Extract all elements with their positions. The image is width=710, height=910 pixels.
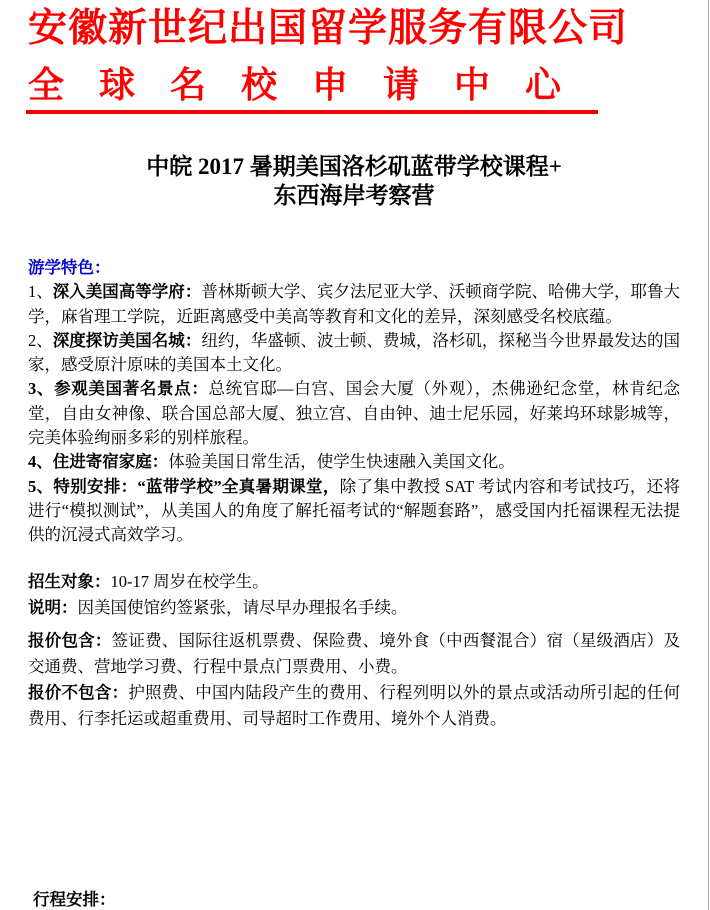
features-heading: 游学特色： <box>28 258 111 277</box>
feature-item-lead: 特别安排：“蓝带学校”全真暑期课堂， <box>53 476 340 496</box>
feature-item-4 <box>28 450 680 474</box>
enrollment-target-text: 10-17 周岁在校学生。 <box>110 571 269 591</box>
feature-item-number: 1、 <box>28 282 53 302</box>
document-body <box>28 256 680 732</box>
enrollment-target-line <box>28 569 680 595</box>
feature-item-lead: 深度探访美国名城： <box>52 330 202 350</box>
feature-item-text: 总统官邸—白宫、国会大厦（外观），杰佛逊纪念堂，林肯纪念堂，自由女神像、联合国总部大厦、独立宫、自由钟、迪士尼乐园，好莱坞环球影城等，完美体验绚丽多彩的别样旅程。 <box>28 379 681 448</box>
feature-item-lead: 参观美国著名景点： <box>54 379 209 399</box>
enrollment-target-label: 招生对象： <box>28 571 111 591</box>
feature-item-lead: 深入美国高等学府： <box>52 282 202 302</box>
feature-item-number: 5、 <box>28 476 54 496</box>
feature-item-number: 4、 <box>28 452 53 472</box>
price-excludes-line <box>28 680 680 732</box>
feature-item-2 <box>28 329 680 378</box>
feature-item-text: 体验美国日常生活，使学生快速融入美国文化。 <box>168 452 515 472</box>
price-includes-line <box>28 628 680 680</box>
feature-item-text: 纽约，华盛顿、波士顿、费城，洛杉矶，探秘当今世界最发达的国家，感受原汁原味的美国本土文化。 <box>28 330 681 375</box>
price-excludes-text: 护照费、中国内陆段产生的费用、行程列明以外的景点或活动所引起的任何费用、行李托运或超重费用、司导超时工作费用、境外个人消费。 <box>28 682 681 728</box>
feature-item-lead: 住进寄宿家庭： <box>52 452 169 472</box>
company-name: 安徽新世纪出国留学服务有限公司 <box>28 7 629 50</box>
document-title-line1: 中皖 2017 暑期美国洛杉矶蓝带学校课程+ <box>146 154 562 179</box>
header-underline-divider <box>26 110 598 114</box>
feature-item-text: 普林斯顿大学、宾夕法尼亚大学、沃顿商学院、哈佛大学，耶鲁大学，麻省理工学院，近距离感受中美高等教育和文化的差异，深刻感受名校底蕴。 <box>28 282 681 326</box>
feature-item-text: 除了集中教授 SAT 考试内容和考试技巧，还将进行“模拟测试”，从美国人的角度了解托福考试的“解题套路”，感受国内托福课程无法提供的沉浸式高效学习。 <box>28 476 681 545</box>
price-excludes-label: 报价不包含： <box>28 682 129 702</box>
application-center-title: 全球名校申请中心 <box>28 64 597 105</box>
info-block <box>28 569 680 732</box>
note-line <box>28 595 680 621</box>
document-title <box>0 152 708 210</box>
feature-item-number: 2、 <box>28 330 53 350</box>
feature-item-1 <box>28 280 680 329</box>
document-title-line2: 东西海岸考察营 <box>273 183 435 208</box>
feature-item-5 <box>28 475 680 548</box>
feature-item-3 <box>28 377 680 450</box>
note-text: 因美国使馆约签紧张，请尽早办理报名手续。 <box>77 597 408 617</box>
price-includes-text: 签证费、国际往返机票费、保险费、境外食（中西餐混合）宿（星级酒店）及交通费、营地学习费、行程中景点门票费用、小费。 <box>28 630 681 676</box>
note-label: 说明： <box>28 597 78 617</box>
price-includes-label: 报价包含： <box>28 630 112 650</box>
feature-item-number: 3、 <box>28 379 55 399</box>
letterhead <box>0 0 708 114</box>
itinerary-heading: 行程安排： <box>33 890 116 909</box>
